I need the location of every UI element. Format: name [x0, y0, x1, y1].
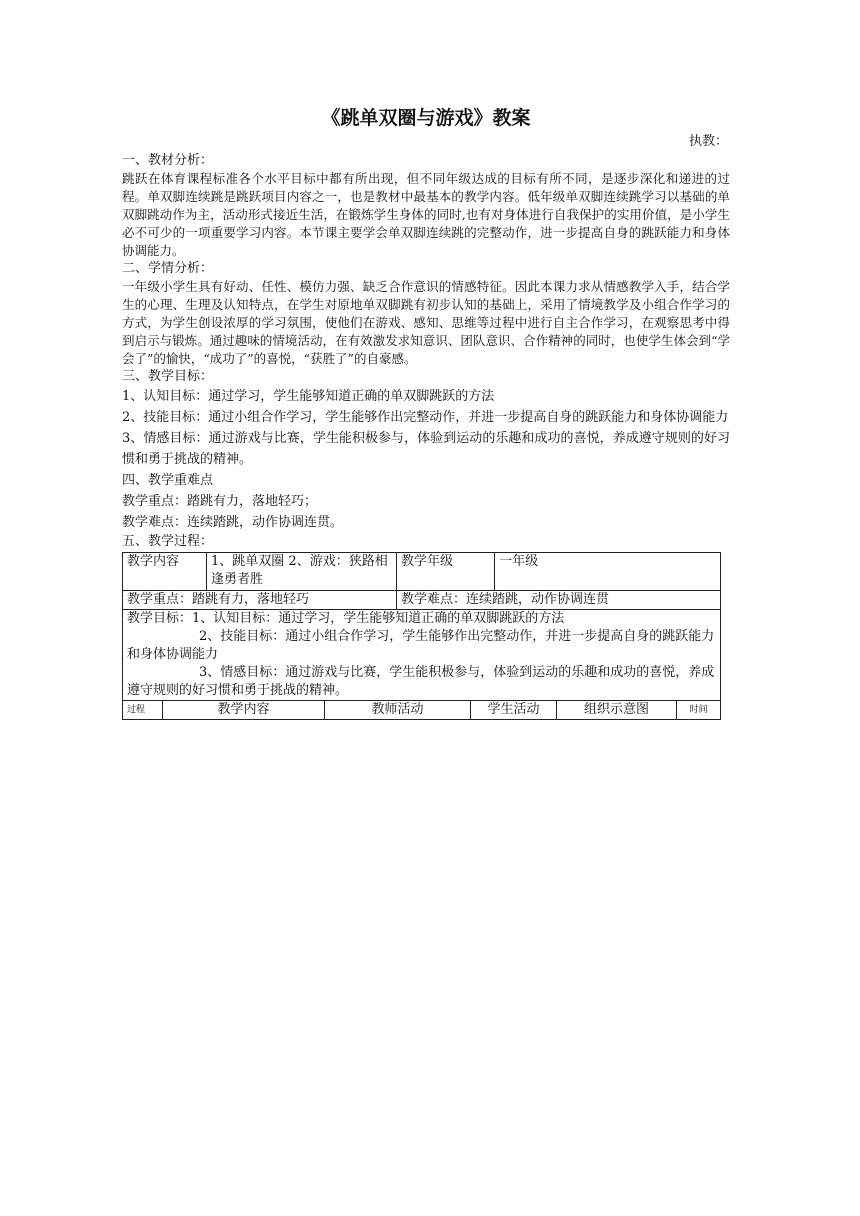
section-heading-goals: 三、教学目标： — [122, 369, 214, 384]
goals-line-2: 2、技能目标：通过小组合作学习，学生能够作出完整动作，并进一步提高自身的跳跃能力和身体协调能力 — [127, 629, 715, 662]
section-heading-students: 二、学情分析： — [122, 261, 214, 276]
author-label: 执教： — [688, 134, 728, 149]
student-analysis-text: 一年级小学生具有好动、任性、模仿力强、缺乏合作意识的情感特征。因此本课力求从情感教学入手，结合学生的心理、生理及认知特点，在学生对原地单双脚跳有初步认知的基础上，采用了情境教学及小组合作学习的方式，为学生创设浓厚的学习氛围，使他们在游戏、感知、思维等过程中进行自主合作学习，在观察思考中得到启示与锻炼。通过趣味的情境活动，在有效激发求知意识、团队意识、合作精神的同时，也使学生体会到“学会了”的愉快，“成功了”的喜悦，“获胜了”的自豪感。 — [122, 279, 730, 366]
col-teacher: 教师活动 — [325, 701, 471, 720]
content-label-cell: 教学内容 — [123, 553, 207, 591]
key-point-text: 教学重点：踏跳有力，落地轻巧； — [122, 494, 318, 509]
grade-value-cell: 一年级 — [495, 553, 721, 591]
col-content: 教学内容 — [163, 701, 325, 720]
content-value-cell: 1、跳单双圈 2、游戏：狭路相逢勇者胜 — [207, 553, 397, 591]
document-page — [122, 104, 730, 720]
col-student: 学生活动 — [471, 701, 557, 720]
document-title: 《跳单双圈与游戏》教案 — [321, 107, 531, 129]
table-row-goals — [123, 610, 721, 701]
col-process: 过程 — [123, 701, 163, 720]
lesson-plan-table — [122, 552, 721, 720]
grade-label-cell: 教学年级 — [397, 553, 495, 591]
goal-cognitive: 1、认知目标：通过学习，学生能够知道正确的单双脚跳跃的方法 — [122, 389, 495, 404]
section-heading-material: 一、教材分析： — [122, 153, 214, 168]
difficult-point-cell: 教学难点：连续踏跳，动作协调连贯 — [397, 591, 721, 610]
key-point-cell: 教学重点：踏跳有力，落地轻巧 — [123, 591, 397, 610]
difficult-point-text: 教学难点：连续踏跳，动作协调连贯。 — [122, 515, 344, 530]
goals-line-3: 3、情感目标：通过游戏与比赛，学生能积极参与，体验到运动的乐趣和成功的喜悦，养成遵守规则的好习惯和勇于挑战的精神。 — [127, 665, 715, 698]
table-row-keypoints — [123, 591, 721, 610]
material-analysis-text: 跳跃在体育课程标准各个水平目标中都有所出现，但不同年级达成的目标有所不同，是逐步深化和递进的过程。单双脚连续跳是跳跃项目内容之一，也是教材中最基本的教学内容。低年级单双脚连续跳学习以基础的单双脚跳动作为主，活动形式接近生活，在锻炼学生身体的同时,也有对身体进行自我保护的实用价值，是小学生必不可少的一项重要学习内容。本节课主要学会单双脚连续跳的完整动作，进一步提高自身的跳跃能力和身体协调能力。 — [122, 171, 730, 258]
table-row-content — [123, 553, 721, 591]
section-heading-keypoints: 四、教学重难点 — [122, 473, 214, 488]
table-header-row — [123, 701, 721, 720]
section-heading-process: 五、教学过程： — [122, 534, 214, 549]
col-diagram: 组织示意图 — [557, 701, 677, 720]
goal-skill: 2、技能目标：通过小组合作学习，学生能够作出完整动作，并进一步提高自身的跳跃能力和身体协调能力 — [122, 410, 729, 425]
goals-line-1: 教学目标：1、认知目标：通过学习，学生能够知道正确的单双脚跳跃的方法 — [127, 611, 565, 626]
col-time: 时间 — [677, 701, 721, 720]
goal-emotion: 3、情感目标：通过游戏与比赛，学生能积极参与，体验到运动的乐趣和成功的喜悦，养成遵守规则的好习惯和勇于挑战的精神。 — [122, 431, 730, 467]
goals-cell — [123, 610, 721, 701]
